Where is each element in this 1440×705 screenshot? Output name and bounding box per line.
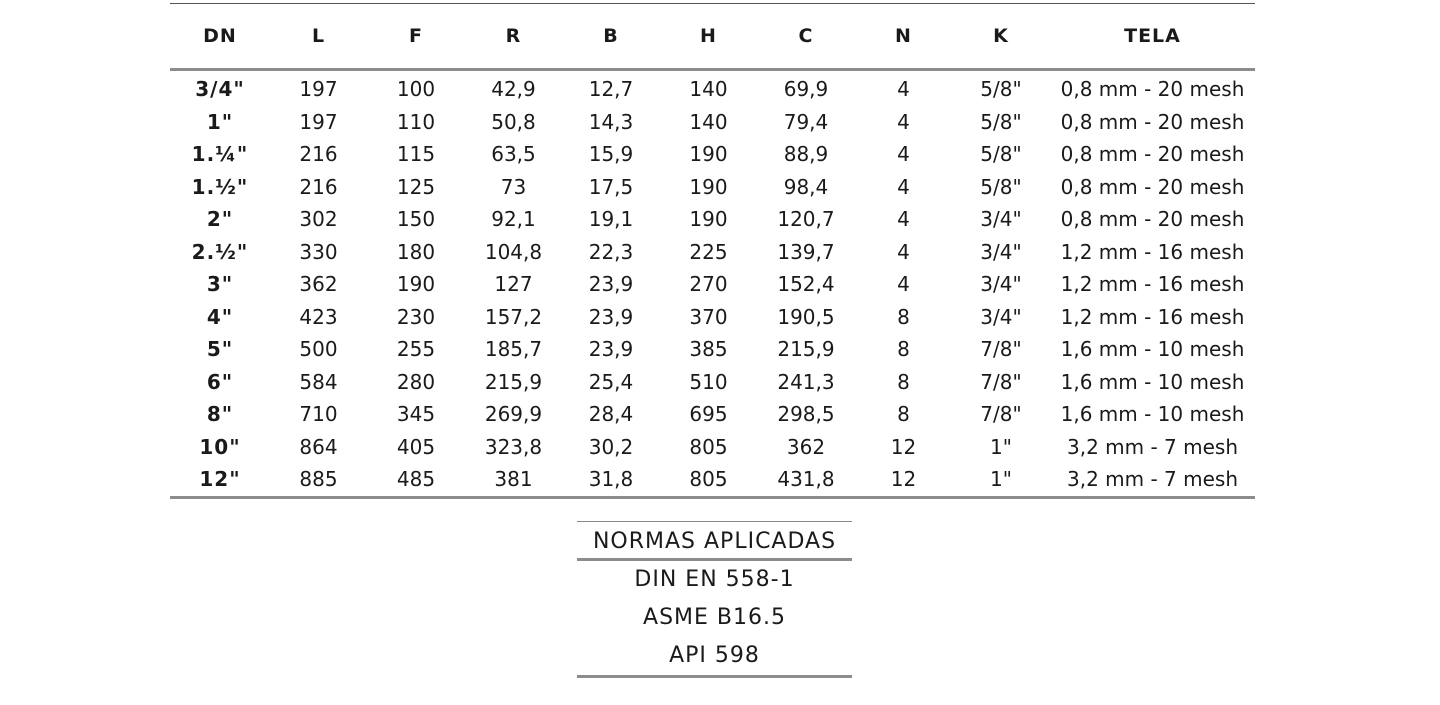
- table-cell-f: 280: [396, 369, 436, 394]
- table-cell-n: 4: [897, 109, 910, 134]
- table-cell-h: 190: [689, 142, 728, 167]
- table-cell-f: 190: [396, 272, 436, 297]
- table-cell-f: 230: [396, 304, 436, 329]
- table-cell-r: 50,8: [491, 109, 536, 134]
- table-cell-c: 98,4: [783, 174, 829, 199]
- table-cell-h: 140: [689, 109, 728, 134]
- table-row: [170, 70, 1255, 106]
- table-cell-b: 12,7: [588, 77, 634, 102]
- table-cell-l: 710: [299, 402, 338, 427]
- table-cell-k: 3/4": [980, 207, 1022, 232]
- table-cell-h: 190: [689, 174, 728, 199]
- table-cell-tela: 0,8 mm - 20 mesh: [1060, 207, 1245, 232]
- table-cell-c: 120,7: [777, 207, 835, 232]
- table-cell-dn: 1": [206, 109, 234, 134]
- table-cell-h: 140: [689, 77, 728, 102]
- table-cell-h: 370: [689, 304, 728, 329]
- table-cell-n: 4: [897, 239, 910, 264]
- table-cell-tela: 1,6 mm - 10 mesh: [1060, 369, 1245, 394]
- table-cell-k: 5/8": [980, 142, 1022, 167]
- standards-title: NORMAS APLICADAS: [577, 522, 852, 561]
- table-cell-f: 180: [396, 239, 436, 264]
- table-cell-tela: 1,2 mm - 16 mesh: [1060, 272, 1245, 297]
- column-header-c: C: [757, 4, 855, 70]
- table-cell-n: 12: [890, 434, 917, 459]
- table-cell-c: 215,9: [777, 337, 835, 362]
- table-cell-dn: 2": [206, 207, 234, 232]
- table-cell-h: 695: [689, 402, 728, 427]
- table-cell-l: 864: [299, 434, 338, 459]
- column-header-f: F: [367, 4, 465, 70]
- column-header-l: L: [270, 4, 367, 70]
- table-cell-n: 12: [855, 463, 952, 497]
- table-row: [170, 366, 1255, 399]
- table-cell-tela: 1,6 mm - 10 mesh: [1060, 402, 1245, 427]
- table-cell-tela: 3,2 mm - 7 mesh: [1066, 434, 1239, 459]
- table-cell-c: 69,9: [783, 77, 829, 102]
- table-row: [170, 171, 1255, 204]
- table-cell-r: 381: [465, 463, 562, 497]
- table-cell-k: 3/4": [980, 239, 1022, 264]
- table-cell-dn: 2.½": [191, 239, 249, 264]
- table-cell-c: 241,3: [777, 369, 835, 394]
- table-cell-k: 3/4": [980, 304, 1022, 329]
- table-cell-l: 500: [299, 337, 338, 362]
- table-cell-l: 197: [299, 109, 338, 134]
- table-cell-r: 323,8: [484, 434, 543, 459]
- table-cell-k: 1": [952, 463, 1050, 497]
- table-cell-n: 8: [897, 369, 910, 394]
- table-cell-k: 1": [990, 434, 1012, 459]
- table-cell-b: 22,3: [588, 239, 634, 264]
- standard-item-din: DIN EN 558-1: [634, 567, 795, 592]
- dimensions-table: [170, 3, 1255, 499]
- table-cell-f: 110: [396, 109, 436, 134]
- table-cell-f: 485: [367, 463, 465, 497]
- table-cell-dn: 8": [206, 402, 234, 427]
- column-header-n: N: [855, 4, 952, 70]
- table-cell-b: 19,1: [588, 207, 634, 232]
- table-cell-h: 190: [689, 207, 728, 232]
- table-row: [170, 398, 1255, 431]
- table-cell-k: 3/4": [980, 272, 1022, 297]
- table-cell-r: 269,9: [484, 402, 543, 427]
- table-cell-k: 5/8": [980, 77, 1022, 102]
- table-cell-h: 225: [689, 239, 728, 264]
- table-cell-f: 405: [396, 434, 436, 459]
- column-header-b: B: [562, 4, 660, 70]
- table-cell-r: 104,8: [484, 239, 543, 264]
- table-cell-f: 115: [396, 142, 436, 167]
- table-header: [170, 4, 1255, 70]
- table-cell-dn: 1.½": [191, 174, 249, 199]
- table-cell-r: 73: [500, 174, 527, 199]
- table-cell-f: 255: [396, 337, 436, 362]
- table-cell-k: 5/8": [980, 174, 1022, 199]
- table-row: [170, 106, 1255, 139]
- table-cell-b: 25,4: [588, 369, 634, 394]
- applied-standards-box: [577, 521, 852, 678]
- table-cell-tela: 0,8 mm - 20 mesh: [1060, 142, 1245, 167]
- table-cell-l: 216: [299, 174, 338, 199]
- table-row: [170, 431, 1255, 464]
- table-cell-dn: 6": [206, 369, 234, 394]
- table-cell-n: 4: [897, 77, 910, 102]
- table-cell-b: 23,9: [588, 272, 634, 297]
- table-cell-n: 4: [897, 207, 910, 232]
- table-cell-h: 270: [689, 272, 728, 297]
- table-cell-dn: 12": [170, 463, 270, 497]
- table-row: [170, 301, 1255, 334]
- table-cell-r: 63,5: [491, 142, 536, 167]
- table-cell-b: 15,9: [588, 142, 634, 167]
- column-header-k: K: [952, 4, 1050, 70]
- table-cell-b: 23,9: [588, 337, 634, 362]
- table-cell-c: 88,9: [783, 142, 829, 167]
- table-cell-f: 100: [396, 77, 436, 102]
- table-cell-c: 190,5: [777, 304, 835, 329]
- table-cell-k: 7/8": [980, 402, 1022, 427]
- table-cell-r: 92,1: [491, 207, 536, 232]
- table-cell-l: 216: [299, 142, 338, 167]
- table-cell-b: 28,4: [588, 402, 634, 427]
- standards-list: [577, 561, 852, 678]
- table-cell-c: 79,4: [783, 109, 829, 134]
- table-row: [170, 333, 1255, 366]
- header-row: [170, 4, 1255, 70]
- table-row: [170, 236, 1255, 269]
- table-cell-b: 30,2: [588, 434, 634, 459]
- standard-item-asme: ASME B16.5: [643, 605, 786, 630]
- table-cell-dn: 10": [199, 434, 241, 459]
- table-cell-l: 302: [299, 207, 338, 232]
- table-cell-f: 125: [396, 174, 436, 199]
- table-cell-k: 7/8": [980, 337, 1022, 362]
- column-header-dn: DN: [170, 4, 270, 70]
- table-cell-dn: 4": [206, 304, 234, 329]
- table-cell-b: 17,5: [588, 174, 634, 199]
- table-cell-f: 345: [396, 402, 436, 427]
- table-cell-tela: 1,2 mm - 16 mesh: [1060, 239, 1245, 264]
- table-cell-r: 42,9: [491, 77, 536, 102]
- table-cell-c: 431,8: [757, 463, 855, 497]
- table-cell-n: 8: [897, 337, 910, 362]
- table-cell-tela: 1,2 mm - 16 mesh: [1060, 304, 1245, 329]
- table-cell-n: 8: [897, 304, 910, 329]
- table-cell-l: 584: [299, 369, 338, 394]
- table-body: [170, 70, 1255, 498]
- column-header-r: R: [465, 4, 562, 70]
- table-cell-r: 157,2: [484, 304, 543, 329]
- table-cell-b: 14,3: [588, 109, 634, 134]
- table-cell-tela: 1,6 mm - 10 mesh: [1060, 337, 1245, 362]
- table-cell-c: 139,7: [777, 239, 835, 264]
- table-cell-k: 7/8": [980, 369, 1022, 394]
- table-cell-tela: 0,8 mm - 20 mesh: [1060, 109, 1245, 134]
- standard-item-api: API 598: [669, 643, 760, 668]
- column-header-h: H: [660, 4, 757, 70]
- table-cell-n: 4: [897, 174, 910, 199]
- table-row: [170, 268, 1255, 301]
- table-cell-dn: 5": [206, 337, 234, 362]
- table-cell-l: 197: [299, 77, 338, 102]
- table-cell-l: 885: [270, 463, 367, 497]
- column-header-tela: TELA: [1050, 4, 1255, 70]
- table-cell-c: 362: [786, 434, 826, 459]
- table-cell-tela: 3,2 mm - 7 mesh: [1050, 463, 1255, 497]
- table-cell-l: 330: [299, 239, 338, 264]
- table-cell-l: 423: [299, 304, 338, 329]
- table-cell-l: 362: [299, 272, 338, 297]
- table-cell-h: 510: [689, 369, 728, 394]
- table-cell-dn: 3": [206, 272, 234, 297]
- table-row: [170, 203, 1255, 236]
- table-cell-f: 150: [396, 207, 436, 232]
- table-cell-b: 31,8: [562, 463, 660, 497]
- table-cell-n: 4: [897, 142, 910, 167]
- table-cell-k: 5/8": [980, 109, 1022, 134]
- table-cell-r: 185,7: [484, 337, 543, 362]
- table-cell-dn: 1.¼": [191, 142, 249, 167]
- table-cell-r: 127: [494, 272, 533, 297]
- table-cell-h: 805: [689, 434, 728, 459]
- table-cell-b: 23,9: [588, 304, 634, 329]
- table-row: [170, 463, 1255, 497]
- table-cell-dn: 3/4": [195, 77, 245, 102]
- table-cell-tela: 0,8 mm - 20 mesh: [1060, 77, 1245, 102]
- table-cell-c: 152,4: [777, 272, 835, 297]
- table-row: [170, 138, 1255, 171]
- table-cell-h: 805: [660, 463, 757, 497]
- table-cell-r: 215,9: [484, 369, 543, 394]
- table-cell-h: 385: [689, 337, 728, 362]
- table-cell-n: 4: [897, 272, 910, 297]
- table-cell-tela: 0,8 mm - 20 mesh: [1060, 174, 1245, 199]
- table-cell-n: 8: [897, 402, 910, 427]
- table-cell-c: 298,5: [777, 402, 835, 427]
